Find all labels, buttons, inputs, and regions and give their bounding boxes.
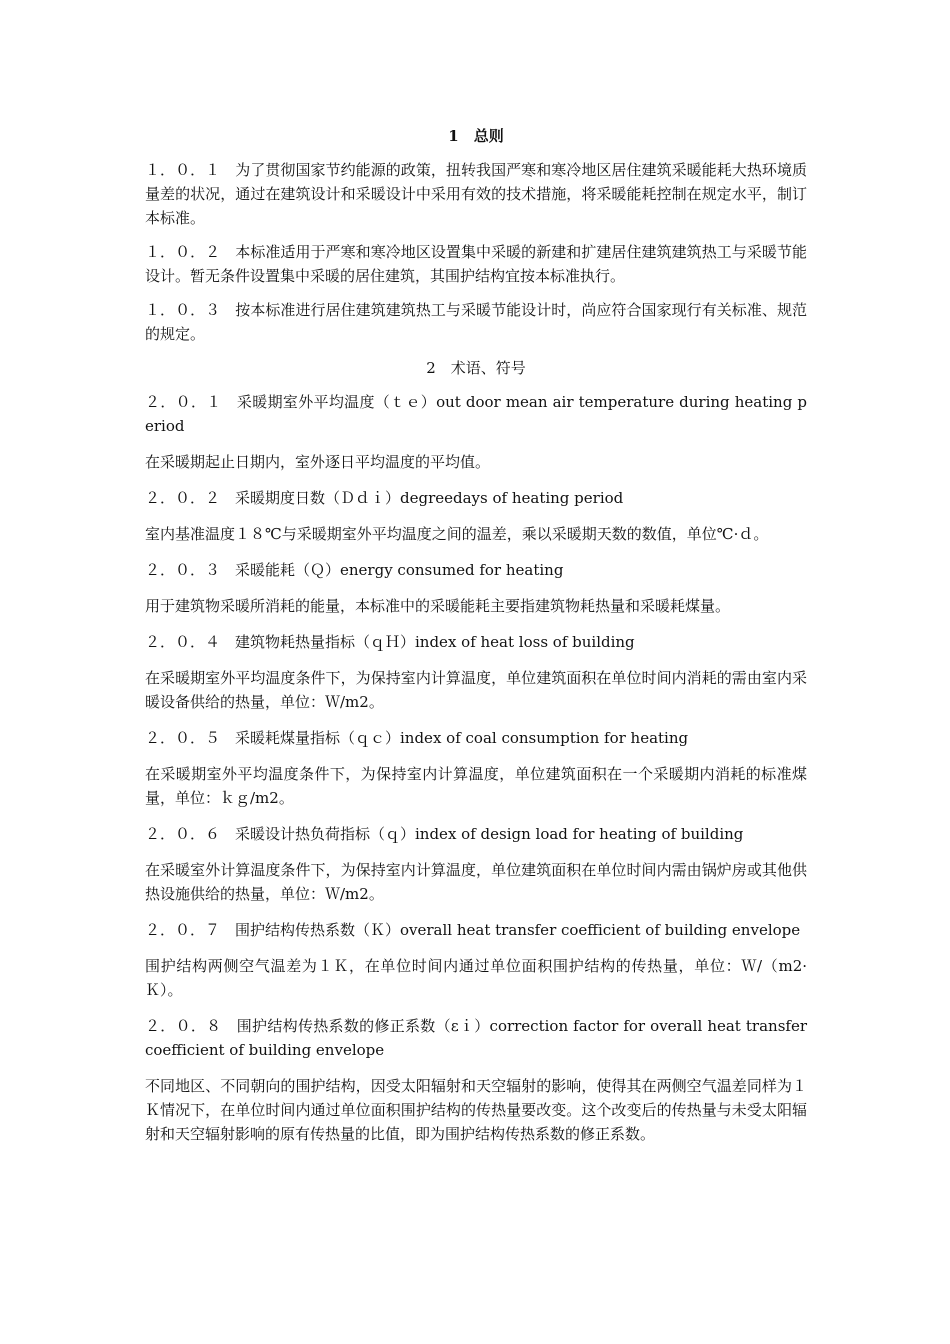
- term-2-0-6: ２．０．６ 采暖设计热负荷指标（ｑ）index of design load for heating of building: [145, 825, 744, 843]
- definition-2-0-1: 在采暖期起止日期内，室外逐日平均温度的平均值。: [145, 453, 491, 471]
- clause-1-0-2: １．０．２ 本标准适用于严寒和寒冷地区设置集中采暖的新建和扩建居住建筑建筑热工与采暖节能设计。暂无条件设置集中采暖的居住建筑，其围护结构宜按本标准执行。: [145, 243, 807, 285]
- term-2-0-7: ２．０．７ 围护结构传热系数（Ｋ）overall heat transfer coefficient of building envelope: [145, 921, 801, 939]
- definition-2-0-6: 在采暖室外计算温度条件下，为保持室内计算温度，单位建筑面积在单位时间内需由锅炉房或其他供热设施供给的热量，单位：Ｗ/m2。: [145, 861, 807, 903]
- definition-2-0-8: 不同地区、不同朝向的围护结构，因受太阳辐射和天空辐射的影响，使得其在两侧空气温差同样为１Ｋ情况下，在单位时间内通过单位面积围护结构的传热量要改变。这个改变后的传热量与未受太阳辐射和天空辐射影响的原有传热量的比值，即为围护结构传热系数的修正系数。: [145, 1077, 807, 1143]
- term-2-0-1: ２．０．１ 采暖期室外平均温度（ｔｅ）out door mean air temperature during heating period: [145, 393, 807, 435]
- term-2-0-5: ２．０．５ 采暖耗煤量指标（ｑｃ）index of coal consumption for heating: [145, 729, 689, 747]
- term-2-0-4: ２．０．４ 建筑物耗热量指标（ｑＨ）index of heat loss of building: [145, 633, 635, 651]
- clause-1-0-3: １．０．３ 按本标准进行居住建筑建筑热工与采暖节能设计时，尚应符合国家现行有关标准、规范的规定。: [145, 301, 807, 343]
- term-2-0-8: ２．０．８ 围护结构传热系数的修正系数（εｉ）correction factor for overall heat transfer coefficient of building envelope: [145, 1017, 807, 1059]
- section-2-title: 2 术语、符号: [426, 359, 526, 377]
- definition-2-0-5: 在采暖期室外平均温度条件下，为保持室内计算温度，单位建筑面积在一个采暖期内消耗的标准煤量，单位：ｋｇ/m2。: [145, 765, 807, 807]
- definition-2-0-7: 围护结构两侧空气温差为１Ｋ，在单位时间内通过单位面积围护结构的传热量，单位：Ｗ/（m2·Ｋ）。: [145, 957, 807, 999]
- clause-1-0-1: １．０．１ 为了贯彻国家节约能源的政策，扭转我国严寒和寒冷地区居住建筑采暖能耗大热环境质量差的状况，通过在建筑设计和采暖设计中采用有效的技术措施，将采暖能耗控制在规定水平，制订本标准。: [145, 161, 807, 227]
- term-2-0-2: ２．０．２ 采暖期度日数（Ｄｄｉ）degreedays of heating period: [145, 489, 624, 507]
- definition-2-0-4: 在采暖期室外平均温度条件下，为保持室内计算温度，单位建筑面积在单位时间内消耗的需由室内采暖设备供给的热量，单位：Ｗ/m2。: [145, 669, 807, 711]
- definition-2-0-2: 室内基准温度１８℃与采暖期室外平均温度之间的温差，乘以采暖期天数的数值，单位℃·ｄ。: [145, 525, 769, 543]
- document-page: [145, 124, 807, 1158]
- term-2-0-3: ２．０．３ 采暖能耗（Ｑ）energy consumed for heating: [145, 561, 564, 579]
- definition-2-0-3: 用于建筑物采暖所消耗的能量，本标准中的采暖能耗主要指建筑物耗热量和采暖耗煤量。: [145, 597, 731, 615]
- section-1-title: 1 总则: [448, 127, 504, 145]
